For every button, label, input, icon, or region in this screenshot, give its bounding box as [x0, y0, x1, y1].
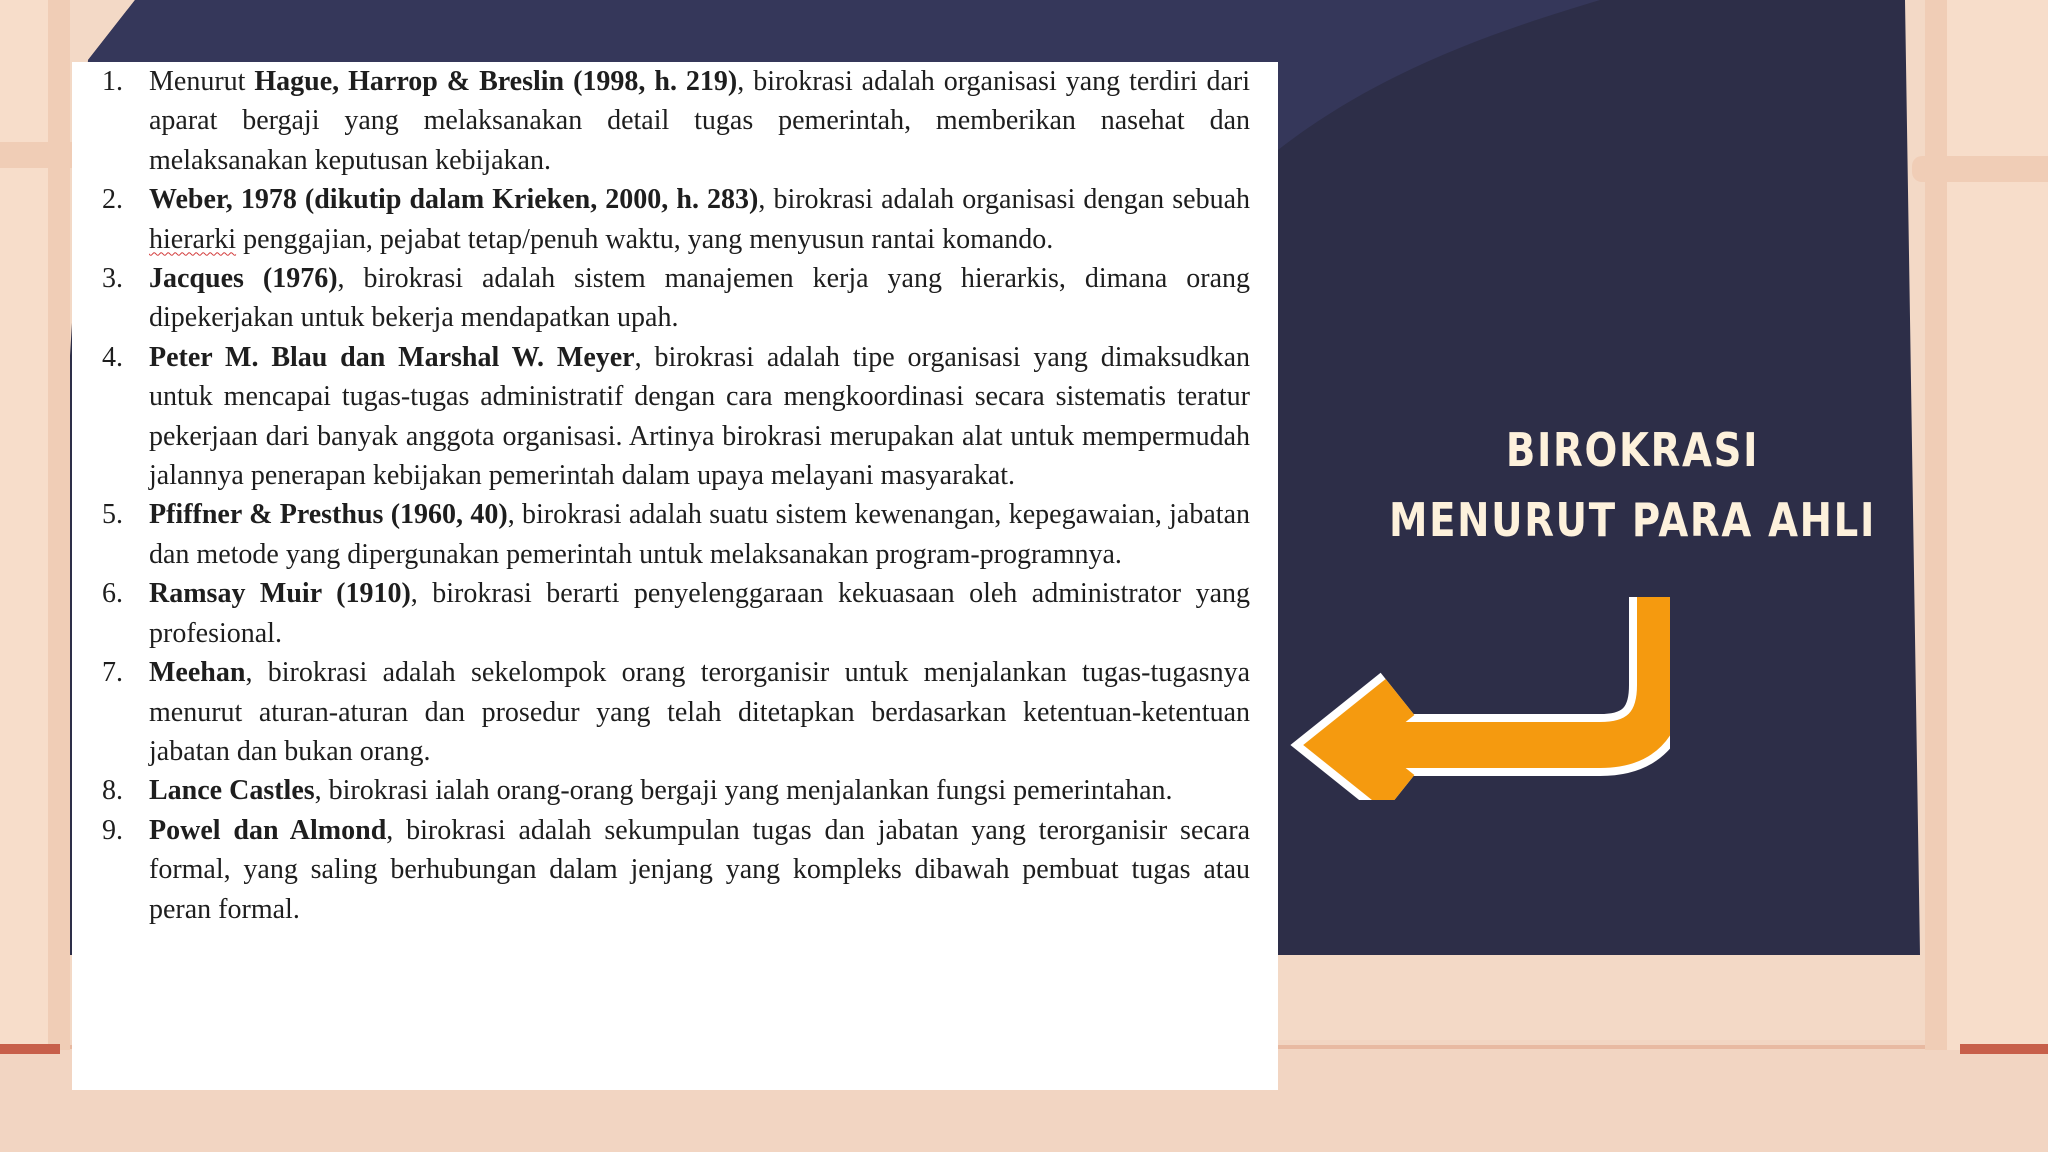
item-text: , birokrasi adalah sekumpulan tugas dan jabatan yang terorganisir secara formal, yang saling berhubungan dalam jenjang yang kompleks dibawah pembuat tugas atau peran formal.	[149, 814, 1250, 925]
item-text: , birokrasi ialah orang-orang bergaji yang menjalankan fungsi pemerintahan.	[314, 775, 1173, 807]
item-text: , birokrasi adalah organisasi dengan sebuah	[758, 184, 1251, 216]
item-author: Lance Castles	[149, 775, 315, 807]
spellcheck-underlined-word: hierarki	[149, 223, 237, 255]
item-number: 2.	[102, 184, 123, 216]
item-author: Powel dan Almond	[149, 814, 387, 846]
item-number: 9.	[102, 814, 123, 846]
arrow-left-curved-icon	[1290, 585, 1670, 800]
item-author: Hague, Harrop & Breslin (1998, h. 219)	[254, 66, 738, 97]
item-author: Pfiffner & Presthus (1960, 40)	[149, 499, 508, 531]
slide-heading: BIROKRASI MENURUT PARA AHLI	[1388, 423, 1877, 547]
list-item	[72, 180, 1278, 259]
list-item	[72, 338, 1278, 496]
item-number: 1.	[102, 66, 123, 97]
right-pillar-capital	[1912, 156, 2048, 182]
item-text: , birokrasi adalah sekelompok orang terorganisir untuk menjalankan tugas-tugasnya menurut aturan-aturan dan prosedur yang telah ditetapkan berdasarkan ketentuan-ketentuan jabatan dan bukan orang.	[149, 657, 1250, 767]
document-image	[72, 62, 1278, 1090]
list-item	[72, 495, 1278, 574]
expert-definition-list	[72, 62, 1278, 929]
item-prefix: Menurut	[149, 66, 255, 97]
left-pillar-base	[0, 1044, 60, 1054]
list-item	[72, 811, 1278, 929]
item-author: Peter M. Blau dan Marshal W. Meyer	[149, 341, 635, 373]
item-number: 7.	[102, 657, 123, 689]
list-item	[72, 259, 1278, 338]
item-number: 6.	[102, 578, 123, 610]
item-text: , birokrasi berarti penyelenggaraan kekuasaan oleh administrator yang profesional.	[149, 578, 1250, 649]
item-author: Ramsay Muir (1910)	[149, 578, 411, 610]
item-author: Meehan	[149, 657, 246, 689]
list-item	[72, 62, 1278, 180]
item-number: 8.	[102, 775, 123, 807]
item-text: , birokrasi adalah suatu sistem kewenangan, kepegawaian, jabatan dan metode yang dipergunakan pemerintah untuk melaksanakan program-programnya.	[149, 499, 1250, 570]
item-author: Jacques (1976)	[149, 263, 338, 295]
list-item	[72, 574, 1278, 653]
item-author: Weber, 1978 (dikutip dalam Krieken, 2000, h. 283)	[149, 184, 759, 216]
item-number: 3.	[102, 263, 123, 295]
arrow-fill	[1340, 597, 1660, 793]
item-number: 4.	[102, 341, 123, 373]
item-text: , birokrasi adalah organisasi yang terdiri dari aparat bergaji yang melaksanakan detail tugas pemerintah, memberikan nasehat dan melaksanakan keputusan kebijakan.	[149, 66, 1250, 176]
list-item	[72, 653, 1278, 771]
right-pillar-base	[1960, 1044, 2048, 1054]
item-number: 5.	[102, 499, 123, 531]
item-text: , birokrasi adalah tipe organisasi yang dimaksudkan untuk mencapai tugas-tugas administratif dengan cara mengkoordinasi secara sistematis teratur pekerjaan dari banyak anggota organisasi. Artinya birokrasi merupakan alat untuk mempermudah jalannya penerapan kebijakan pemerintah dalam upaya melayani masyarakat.	[149, 341, 1251, 492]
item-text: , birokrasi adalah sistem manajemen kerja yang hierarkis, dimana orang dipekerjakan untuk bekerja mendapatkan upah.	[149, 263, 1251, 334]
list-item	[72, 771, 1278, 810]
item-text-continued: penggajian, pejabat tetap/penuh waktu, yang menyusun rantai komando.	[236, 223, 1054, 255]
